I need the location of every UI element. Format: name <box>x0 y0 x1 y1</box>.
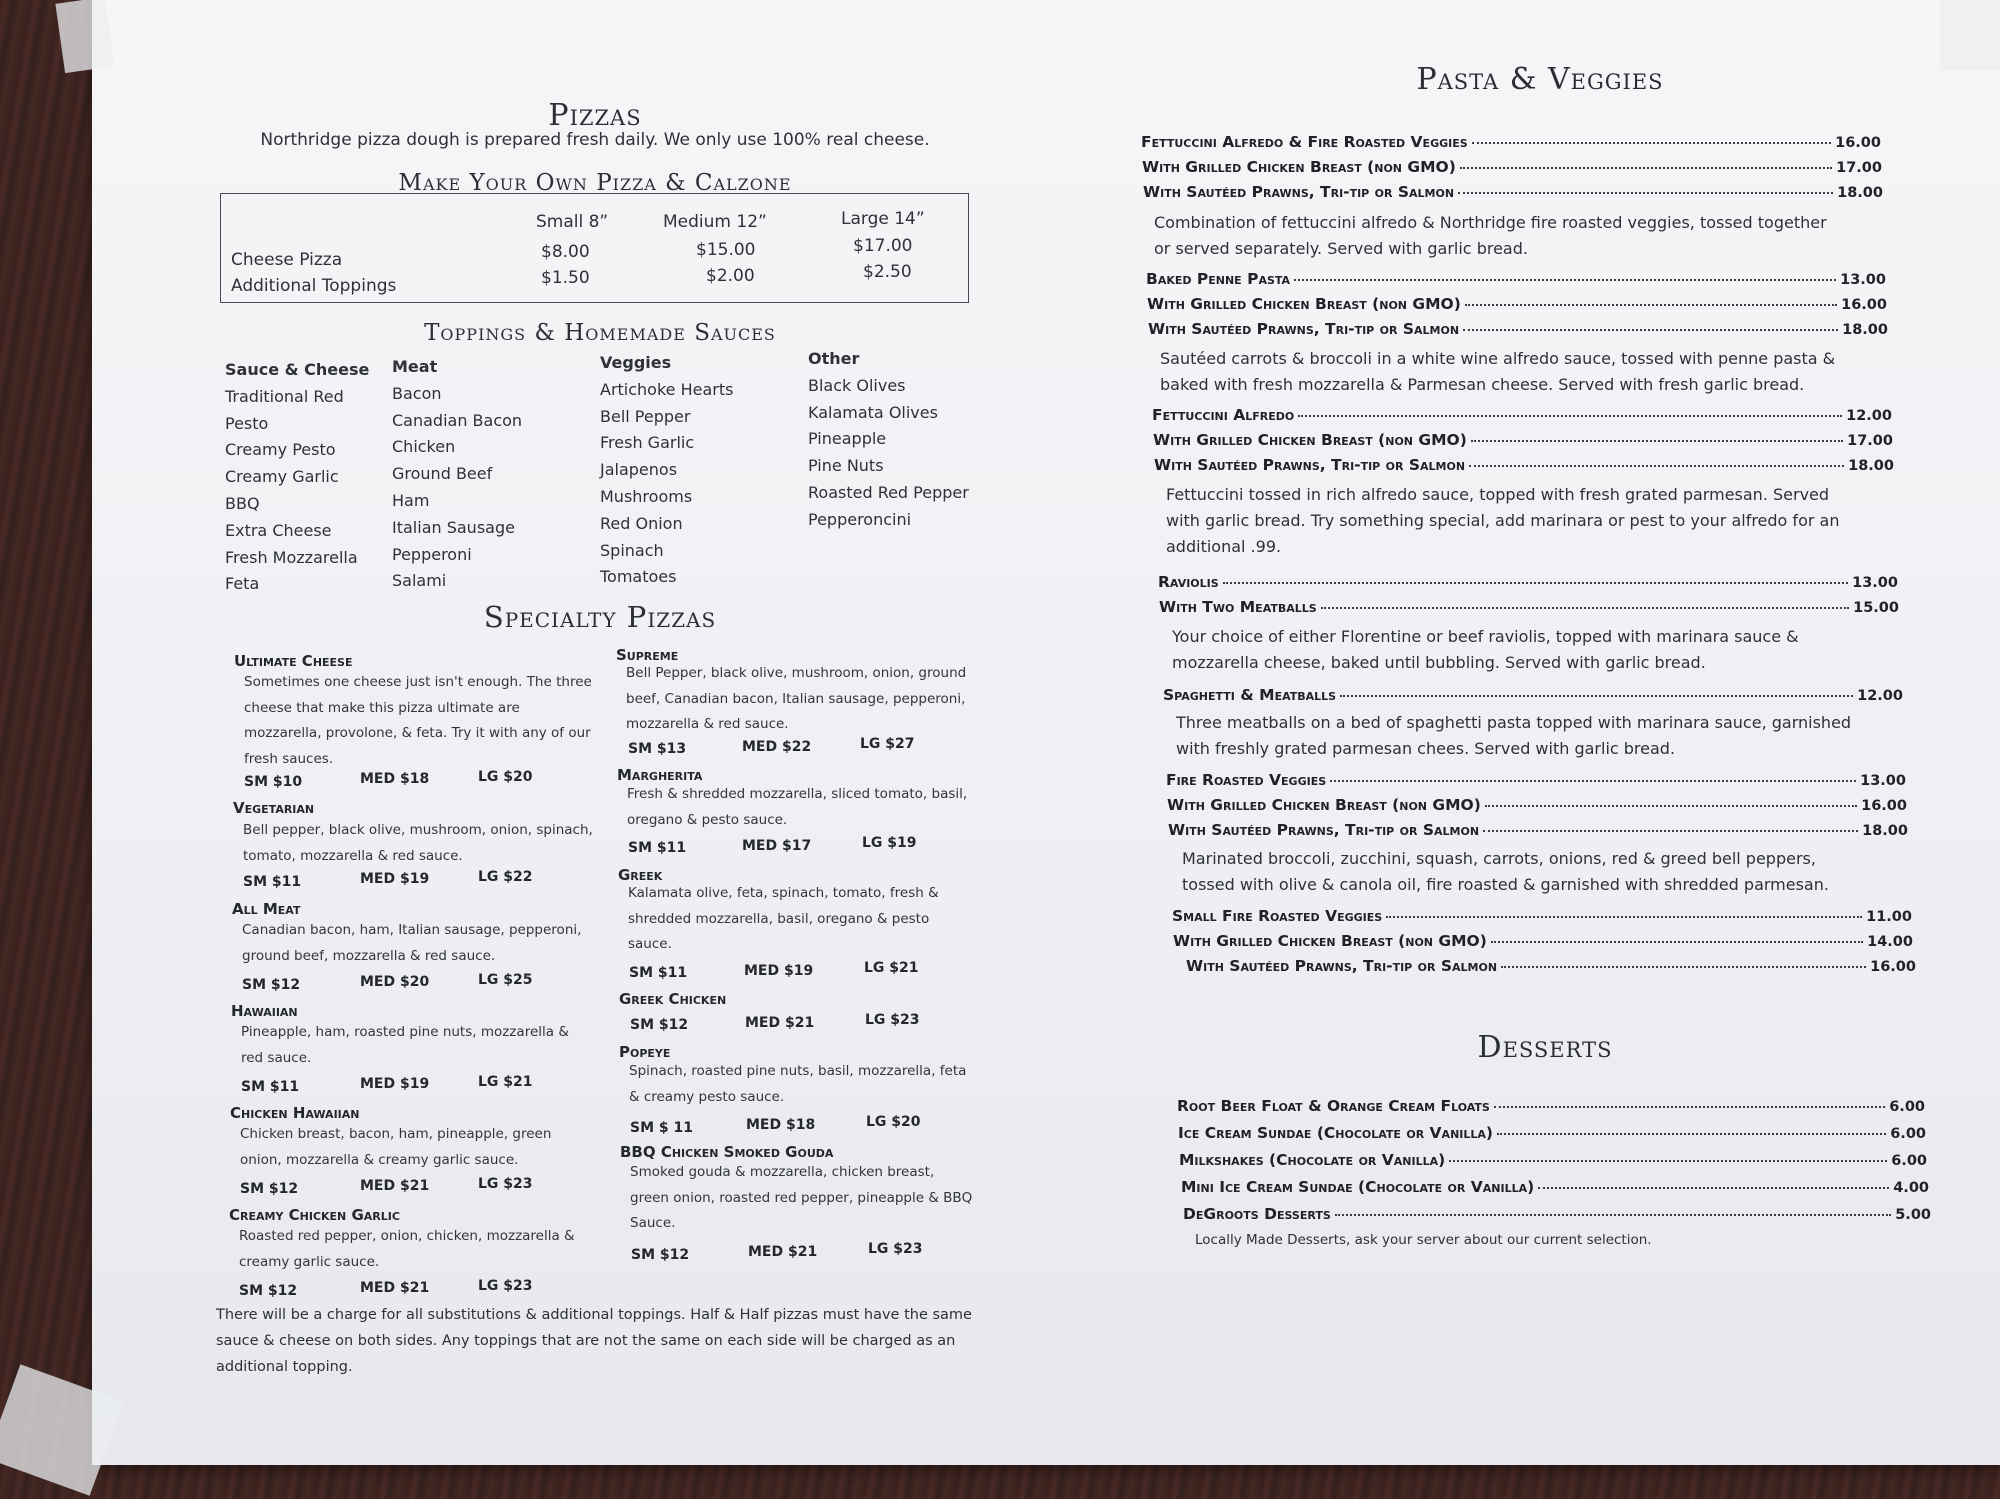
desserts-title: Desserts <box>1477 1030 1613 1065</box>
leader-dots <box>1501 966 1866 968</box>
item-name: Fettuccini Alfredo <box>1152 406 1295 424</box>
desserts-note: Locally Made Desserts, ask your server about our current selection. <box>1195 1232 1652 1248</box>
leader-dots <box>1485 805 1857 807</box>
leader-dots <box>1469 465 1844 467</box>
leader-dots <box>1294 279 1836 281</box>
menu-row <box>1154 456 1894 474</box>
cheese-pizza-large-price: $17.00 <box>853 236 913 256</box>
price-lg: LG $23 <box>865 1012 920 1028</box>
leader-dots <box>1386 916 1862 918</box>
item-price: 4.00 <box>1893 1180 1929 1196</box>
topping-item: Pepperoncini <box>808 509 912 529</box>
specialty-name: Creamy Chicken Garlic <box>229 1206 400 1224</box>
specialty-name: Greek <box>618 866 663 884</box>
price-sm: SM $10 <box>244 774 303 790</box>
specialty-name: BBQ Chicken Smoked Gouda <box>620 1143 834 1161</box>
size-header-medium: Medium 12” <box>663 212 767 232</box>
item-price: 16.00 <box>1841 297 1887 313</box>
leader-dots <box>1458 192 1833 194</box>
price-lg: LG $21 <box>864 960 919 976</box>
menu-row <box>1143 183 1883 201</box>
leader-dots <box>1321 607 1849 609</box>
menu-row <box>1173 932 1913 950</box>
price-lg: LG $25 <box>478 972 533 988</box>
specialty-name: Greek Chicken <box>619 990 727 1008</box>
specialty-desc: Pineapple, ham, roasted pine nuts, mozzarella & red sauce. <box>241 1024 569 1066</box>
item-name: With Two Meatballs <box>1159 598 1317 616</box>
price-med: MED $22 <box>742 739 812 755</box>
topping-item: Fresh Mozzarella <box>225 547 358 567</box>
leader-dots <box>1465 304 1837 306</box>
leader-dots <box>1335 1214 1891 1216</box>
item-description: Three meatballs on a bed of spaghetti pasta topped with marinara sauce, garnished with freshly grated parmesan chees. Served with garlic bread. <box>1176 713 1852 758</box>
item-name: With Sautéed Prawns, Tri-tip or Salmon <box>1148 320 1460 338</box>
specialty-desc: Chicken breast, bacon, ham, pineapple, green onion, mozzarella & creamy garlic sauce. <box>240 1126 552 1168</box>
topping-item: Canadian Bacon <box>392 410 523 430</box>
cheese-pizza-medium-price: $15.00 <box>696 240 756 260</box>
item-name: Milkshakes (Chocolate or Vanilla) <box>1179 1151 1446 1169</box>
item-name: DeGroots Desserts <box>1183 1205 1331 1223</box>
item-name: Fettuccini Alfredo & Fire Roasted Veggies <box>1141 133 1468 151</box>
menu-row <box>1142 158 1882 176</box>
price-med: MED $21 <box>360 1280 430 1296</box>
price-lg: LG $23 <box>868 1241 923 1257</box>
toppings-medium-price: $2.00 <box>706 266 755 286</box>
menu-row <box>1153 431 1893 449</box>
menu-row <box>1179 1151 1927 1169</box>
topping-item: Creamy Garlic <box>225 467 339 487</box>
leader-dots <box>1472 142 1831 144</box>
toppings-title: Toppings & Homemade Sauces <box>424 320 776 346</box>
topping-item: Feta <box>225 574 260 594</box>
item-price: 12.00 <box>1846 408 1892 424</box>
leader-dots <box>1223 582 1848 584</box>
topping-item: Extra Cheese <box>225 520 332 540</box>
toppings-col-meat <box>392 354 522 595</box>
specialty-desc: Fresh & shredded mozzarella, sliced tomato, basil, oregano & pesto sauce. <box>627 786 968 828</box>
price-sm: SM $13 <box>628 741 687 757</box>
item-price: 6.00 <box>1889 1099 1925 1115</box>
item-price: 17.00 <box>1836 160 1882 176</box>
price-med: MED $21 <box>745 1015 815 1031</box>
pizzas-subtitle: Northridge pizza dough is prepared fresh daily. We only use 100% real cheese. <box>260 130 930 150</box>
specialty-desc: Spinach, roasted pine nuts, basil, mozzarella, feta & creamy pesto sauce. <box>629 1063 967 1105</box>
item-price: 16.00 <box>1835 135 1881 151</box>
toppings-col-sauce-cheese <box>225 357 369 598</box>
item-description: Combination of fettuccini alfredo & Northridge fire roasted veggies, tossed together or served separately. Served with garlic bread. <box>1154 213 1827 258</box>
item-price: 18.00 <box>1848 458 1894 474</box>
topping-item: BBQ <box>225 493 260 513</box>
item-name: With Grilled Chicken Breast (non GMO) <box>1147 295 1461 313</box>
item-name: With Sautéed Prawns, Tri-tip or Salmon <box>1186 957 1498 975</box>
menu-row <box>1183 1205 1931 1223</box>
item-name: With Grilled Chicken Breast (non GMO) <box>1153 431 1467 449</box>
size-header-large: Large 14” <box>841 209 925 229</box>
specialty-name: All Meat <box>232 900 301 918</box>
leader-dots <box>1483 830 1858 832</box>
price-med: MED $20 <box>360 974 430 990</box>
item-price: 16.00 <box>1870 959 1916 975</box>
leader-dots <box>1497 1133 1886 1135</box>
price-lg: LG $22 <box>478 869 533 885</box>
price-sm: SM $12 <box>630 1017 689 1033</box>
price-lg: LG $20 <box>866 1114 921 1130</box>
leader-dots <box>1471 440 1843 442</box>
item-description: Sautéed carrots & broccoli in a white wine alfredo sauce, tossed with penne pasta & baked with fresh mozzarella & Parmesan cheese. Served with fresh garlic bread. <box>1160 349 1836 394</box>
cheese-pizza-small-price: $8.00 <box>541 242 590 262</box>
col-header: Meat <box>392 357 438 376</box>
specialty-desc: Canadian bacon, ham, Italian sausage, pepperoni, ground beef, mozzarella & red sauce. <box>242 922 582 964</box>
item-price: 14.00 <box>1867 934 1913 950</box>
menu-row <box>1172 907 1912 925</box>
pizza-footnote: There will be a charge for all substitutions & additional toppings. Half & Half pizzas must have the same sauce & cheese on both sides. Any toppings that are not the same on each side will be charged as an additional topping. <box>216 1307 972 1375</box>
item-name: With Sautéed Prawns, Tri-tip or Salmon <box>1143 183 1455 201</box>
specialty-desc: Bell Pepper, black olive, mushroom, onion, ground beef, Canadian bacon, Italian sausage, pepperoni, mozzarella & red sauce. <box>626 665 967 732</box>
price-med: MED $18 <box>746 1117 816 1133</box>
specialty-desc: Bell pepper, black olive, mushroom, onion, spinach, tomato, mozzarella & red sauce. <box>243 822 593 864</box>
size-header-small: Small 8” <box>536 212 609 232</box>
menu-row <box>1147 295 1887 313</box>
menu-row <box>1167 796 1907 814</box>
additional-toppings-label: Additional Toppings <box>231 276 397 296</box>
specialty-name: Hawaiian <box>231 1002 298 1020</box>
item-name: Mini Ice Cream Sundae (Chocolate or Vanilla) <box>1181 1178 1535 1196</box>
pizzas-title: Pizzas <box>548 98 642 133</box>
item-price: 13.00 <box>1852 575 1898 591</box>
topping-item: Salami <box>392 571 447 591</box>
topping-item: Jalapenos <box>600 460 678 480</box>
item-price: 6.00 <box>1890 1126 1926 1142</box>
specialty-pizzas-title: Specialty Pizzas <box>483 600 717 634</box>
menu-row <box>1186 957 1916 975</box>
menu-row <box>1168 821 1908 839</box>
leader-dots <box>1491 941 1863 943</box>
item-price: 15.00 <box>1853 600 1899 616</box>
col-header: Sauce & Cheese <box>225 360 370 379</box>
leader-dots <box>1463 329 1838 331</box>
item-name: Baked Penne Pasta <box>1146 270 1291 288</box>
topping-item: Creamy Pesto <box>225 440 336 460</box>
topping-item: Red Onion <box>600 513 683 533</box>
toppings-col-veggies <box>600 350 733 591</box>
topping-item: Black Olives <box>808 375 906 395</box>
item-name: With Grilled Chicken Breast (non GMO) <box>1173 932 1487 950</box>
topping-item: Mushrooms <box>600 486 693 506</box>
specialty-desc: Kalamata olive, feta, spinach, tomato, fresh & shredded mozzarella, basil, oregano & pesto sauce. <box>628 885 939 952</box>
col-header: Veggies <box>600 353 672 372</box>
item-price: 16.00 <box>1861 798 1907 814</box>
item-name: Root Beer Float & Orange Cream Floats <box>1177 1097 1490 1115</box>
topping-item: Pepperoni <box>392 544 472 564</box>
leader-dots <box>1298 415 1842 417</box>
item-name: Raviolis <box>1158 573 1219 591</box>
toppings-col-other <box>808 346 969 534</box>
price-med: MED $17 <box>742 838 812 854</box>
specialty-desc: Sometimes one cheese just isn't enough. The three cheese that make this pizza ultimate are mozzarella, provolone, & feta. Try it with any of our fresh sauces. <box>244 674 592 767</box>
price-lg: LG $19 <box>862 835 917 851</box>
price-lg: LG $21 <box>478 1074 533 1090</box>
topping-item: Spinach <box>600 540 664 560</box>
topping-item: Traditional Red <box>225 386 344 406</box>
make-your-own-title: Make Your Own Pizza & Calzone <box>398 170 792 196</box>
menu-row <box>1178 1124 1926 1142</box>
pasta-title: Pasta & Veggies <box>1416 62 1664 97</box>
price-med: MED $21 <box>748 1244 818 1260</box>
price-sm: SM $11 <box>628 840 687 856</box>
item-price: 18.00 <box>1837 185 1883 201</box>
topping-item: Pesto <box>225 413 269 433</box>
price-med: MED $21 <box>360 1178 430 1194</box>
specialty-name: Popeye <box>619 1043 671 1061</box>
menu-row <box>1141 133 1881 151</box>
item-price: 13.00 <box>1860 773 1906 789</box>
item-name: Small Fire Roasted Veggies <box>1172 907 1383 925</box>
item-price: 18.00 <box>1862 823 1908 839</box>
item-description: Marinated broccoli, zucchini, squash, carrots, onions, red & greed bell peppers, tossed with olive & canola oil, fire roasted & garnished with shredded parmesan. <box>1182 849 1829 894</box>
topping-item: Ground Beef <box>392 464 493 484</box>
item-name: With Grilled Chicken Breast (non GMO) <box>1142 158 1456 176</box>
leader-dots <box>1494 1106 1885 1108</box>
specialty-desc: Roasted red pepper, onion, chicken, mozzarella & creamy garlic sauce. <box>239 1228 575 1270</box>
price-sm: SM $12 <box>239 1283 298 1299</box>
menu-row <box>1159 598 1899 616</box>
topping-item: Pineapple <box>808 429 887 449</box>
price-sm: SM $12 <box>631 1247 690 1263</box>
leader-dots <box>1460 167 1832 169</box>
price-sm: SM $12 <box>242 977 301 993</box>
item-name: With Sautéed Prawns, Tri-tip or Salmon <box>1168 821 1480 839</box>
item-name: With Grilled Chicken Breast (non GMO) <box>1167 796 1481 814</box>
item-price: 11.00 <box>1866 909 1912 925</box>
menu-row <box>1177 1097 1925 1115</box>
topping-item: Kalamata Olives <box>808 402 938 422</box>
menu-row <box>1181 1178 1929 1196</box>
price-lg: LG $23 <box>478 1278 533 1294</box>
price-lg: LG $27 <box>860 736 915 752</box>
menu-row <box>1166 771 1906 789</box>
topping-item: Italian Sausage <box>392 517 515 537</box>
topping-item: Fresh Garlic <box>600 433 695 453</box>
topping-item: Tomatoes <box>600 567 677 587</box>
tape-top-right <box>1940 0 2000 70</box>
leader-dots <box>1538 1187 1889 1189</box>
tape-top-left <box>55 0 114 73</box>
item-description: Your choice of either Florentine or beef raviolis, topped with marinara sauce & mozzarella cheese, baked until bubbling. Served with garlic bread. <box>1172 627 1799 672</box>
topping-item: Bell Pepper <box>600 406 691 426</box>
price-med: MED $19 <box>744 963 814 979</box>
item-price: 13.00 <box>1840 272 1886 288</box>
item-name: Ice Cream Sundae (Chocolate or Vanilla) <box>1178 1124 1493 1142</box>
toppings-small-price: $1.50 <box>541 268 590 288</box>
item-price: 6.00 <box>1891 1153 1927 1169</box>
item-name: With Sautéed Prawns, Tri-tip or Salmon <box>1154 456 1466 474</box>
item-description: Fettuccini tossed in rich alfredo sauce, topped with fresh grated parmesan. Served with garlic bread. Try something special, add marinara or pest to your alfredo for an additional .99. <box>1166 485 1840 556</box>
price-sm: SM $11 <box>243 874 302 890</box>
toppings-large-price: $2.50 <box>863 262 912 282</box>
topping-item: Roasted Red Pepper <box>808 482 969 502</box>
item-price: 12.00 <box>1857 688 1903 704</box>
specialty-desc: Smoked gouda & mozzarella, chicken breast, green onion, roasted red pepper, pineapple & BBQ Sauce. <box>630 1164 973 1231</box>
price-med: MED $19 <box>360 1076 430 1092</box>
price-lg: LG $23 <box>478 1176 533 1192</box>
price-med: MED $18 <box>360 771 430 787</box>
menu-row <box>1146 270 1886 288</box>
topping-item: Bacon <box>392 383 442 403</box>
price-lg: LG $20 <box>478 769 533 785</box>
specialty-name: Supreme <box>616 646 679 664</box>
price-sm: SM $ 11 <box>630 1120 693 1136</box>
topping-item: Pine Nuts <box>808 456 884 476</box>
item-name: Fire Roasted Veggies <box>1166 771 1327 789</box>
topping-item: Artichoke Hearts <box>600 379 734 399</box>
price-sm: SM $12 <box>240 1181 299 1197</box>
topping-item: Ham <box>392 490 430 510</box>
make-your-own-table <box>220 193 969 303</box>
leader-dots <box>1449 1160 1887 1162</box>
specialty-name: Vegetarian <box>233 799 315 817</box>
col-header: Other <box>808 349 860 368</box>
price-sm: SM $11 <box>629 965 688 981</box>
item-price: 17.00 <box>1847 433 1893 449</box>
item-price: 18.00 <box>1842 322 1888 338</box>
menu-row <box>1158 573 1898 591</box>
specialty-name: Margherita <box>617 766 703 784</box>
specialty-name: Ultimate Cheese <box>234 652 353 670</box>
price-sm: SM $11 <box>241 1079 300 1095</box>
menu-row <box>1148 320 1888 338</box>
specialty-name: Chicken Hawaiian <box>230 1104 360 1122</box>
menu-row <box>1152 406 1892 424</box>
topping-item: Chicken <box>392 437 456 457</box>
item-name: Spaghetti & Meatballs <box>1163 686 1337 704</box>
menu-row <box>1163 686 1903 704</box>
cheese-pizza-label: Cheese Pizza <box>231 250 343 270</box>
item-price: 5.00 <box>1895 1207 1931 1223</box>
price-med: MED $19 <box>360 871 430 887</box>
leader-dots <box>1340 695 1853 697</box>
leader-dots <box>1330 780 1856 782</box>
